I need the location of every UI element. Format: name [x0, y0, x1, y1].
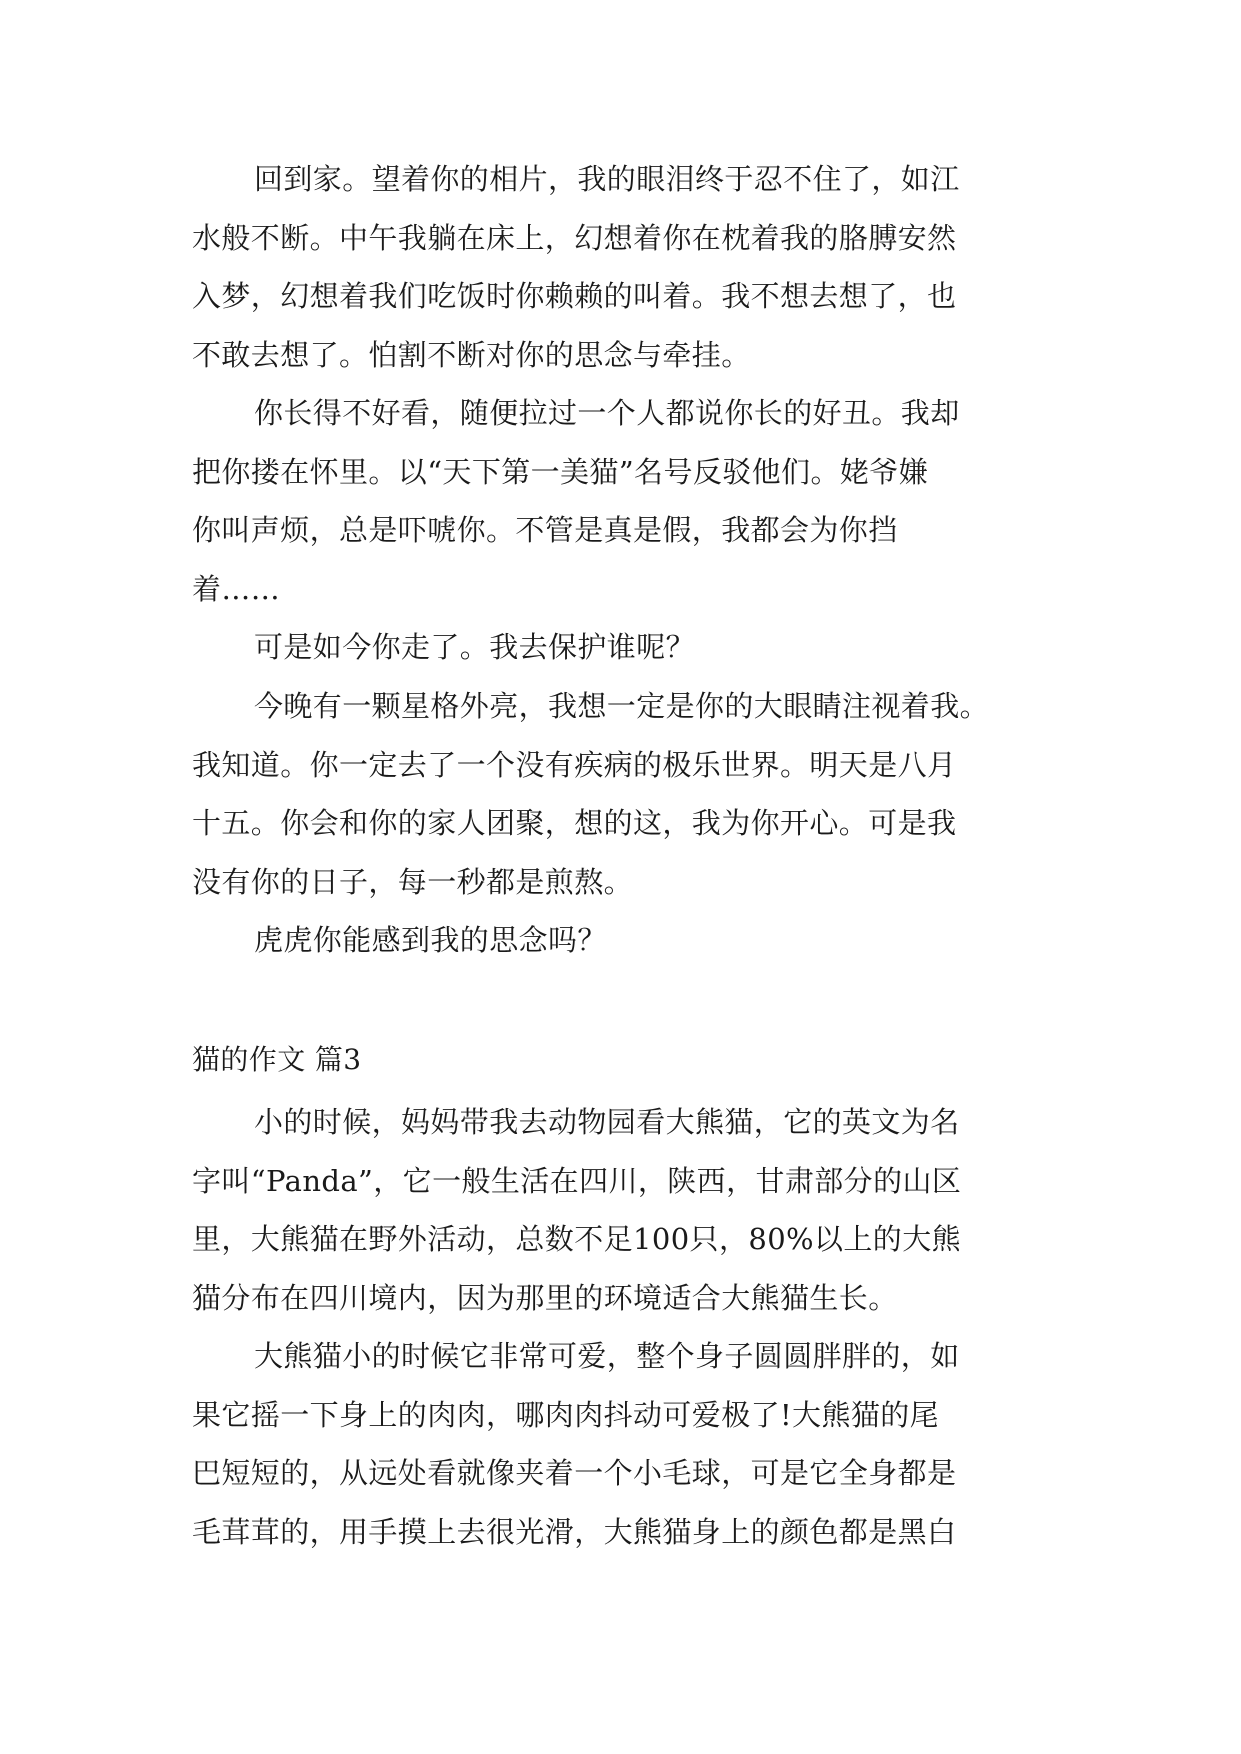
paragraph-line: 虎虎你能感到我的思念吗？: [254, 923, 607, 957]
section-heading: 猫的作文 篇3: [192, 1043, 362, 1076]
paragraph-line: 我知道。你一定去了一个没有疾病的极乐世界。明天是八月: [192, 747, 957, 782]
paragraph-line: 毛茸茸的，用手摸上去很光滑，大熊猫身上的颜色都是黑白: [192, 1514, 957, 1549]
paragraph-line: 水般不断。中午我躺在床上，幻想着你在枕着我的胳膊安然: [192, 220, 957, 255]
paragraph-line: 里，大熊猫在野外活动，总数不足100只，80%以上的大熊: [192, 1222, 962, 1256]
paragraph-line: 入梦，幻想着我们吃饭时你赖赖的叫着。我不想去想了，也: [192, 279, 957, 313]
paragraph-4: [192, 677, 1052, 911]
paragraph-line: 没有你的日子，每一秒都是煎熬。: [192, 864, 634, 899]
paragraph-6: [192, 1093, 1052, 1327]
paragraph-line: 果它摇一下身上的肉肉，哪肉肉抖动可爱极了!大熊猫的尾: [192, 1397, 940, 1432]
paragraph-line: 大熊猫小的时候它非常可爱，整个身子圆圆胖胖的，如: [254, 1339, 960, 1373]
paragraph-line: 猫分布在四川境内，因为那里的环境适合大熊猫生长。: [192, 1280, 898, 1315]
paragraph-line: 今晚有一颗星格外亮，我想一定是你的大眼睛注视着我。: [254, 689, 990, 723]
paragraph-1: [192, 150, 1052, 384]
paragraph-2: [192, 384, 1052, 618]
paragraph-5: [192, 911, 1052, 970]
paragraph-line: 字叫“Panda”，它一般生活在四川，陕西，甘肃部分的山区: [192, 1163, 962, 1198]
paragraph-7: [192, 1327, 1052, 1561]
paragraph-line: 十五。你会和你的家人团聚，想的这，我为你开心。可是我: [192, 806, 957, 840]
paragraph-line: 你长得不好看，随便拉过一个人都说你长的好丑。我却: [254, 396, 960, 430]
paragraph-line: 小的时候，妈妈带我去动物园看大熊猫，它的英文为名: [254, 1105, 960, 1139]
paragraph-line: 不敢去想了。怕割不断对你的思念与牵挂。: [192, 337, 751, 372]
paragraph-line: 回到家。望着你的相片，我的眼泪终于忍不住了，如江: [254, 162, 960, 196]
paragraph-line: 把你搂在怀里。以“天下第一美猫”名号反驳他们。姥爷嫌: [192, 454, 929, 489]
paragraph-line: 你叫声烦，总是吓唬你。不管是真是假，我都会为你挡: [192, 513, 898, 547]
paragraph-line: 可是如今你走了。我去保护谁呢？: [254, 630, 696, 664]
paragraph-line: 着……: [192, 571, 281, 606]
paragraph-3: [192, 618, 1052, 677]
paragraph-line: 巴短短的，从远处看就像夹着一个小毛球，可是它全身都是: [192, 1456, 957, 1490]
